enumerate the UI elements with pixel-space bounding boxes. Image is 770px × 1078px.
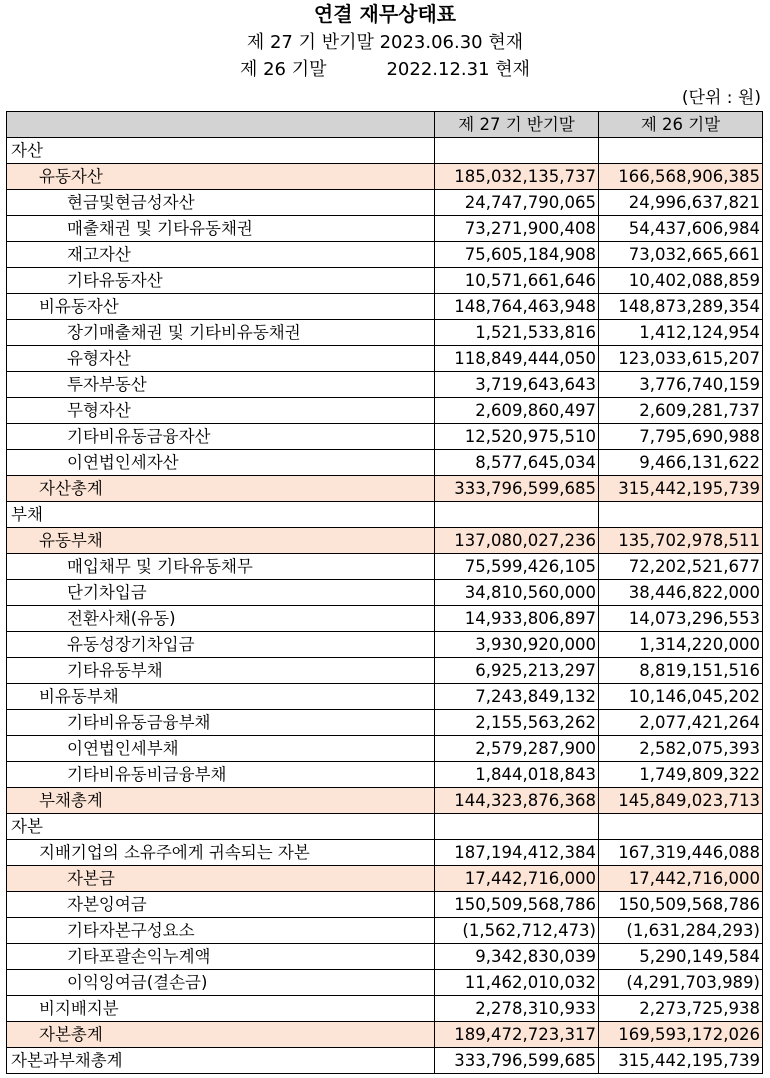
- current-period-value: 7,243,849,132: [435, 684, 599, 710]
- table-row: [7, 606, 763, 632]
- prior-period-value: 5,290,149,584: [599, 944, 763, 970]
- table-row: [7, 528, 763, 554]
- row-label: 이익잉여금(결손금): [7, 970, 435, 996]
- prior-period-value: 54,437,606,984: [599, 216, 763, 242]
- table-row: [7, 814, 763, 840]
- current-period-value: 185,032,135,737: [435, 164, 599, 190]
- row-label: 매입채무 및 기타유동채무: [7, 554, 435, 580]
- current-period-value: 1,521,533,816: [435, 320, 599, 346]
- row-label: 유동자산: [7, 164, 435, 190]
- row-label: 재고자산: [7, 242, 435, 268]
- current-period-value: 3,930,920,000: [435, 632, 599, 658]
- current-period-value: 10,571,661,646: [435, 268, 599, 294]
- table-row: [7, 320, 763, 346]
- table-row: [7, 1022, 763, 1048]
- row-label: 투자부동산: [7, 372, 435, 398]
- current-period-value: 75,599,426,105: [435, 554, 599, 580]
- prior-period-value: 148,873,289,354: [599, 294, 763, 320]
- row-label: 자본금: [7, 866, 435, 892]
- prior-period-value: 123,033,615,207: [599, 346, 763, 372]
- column-header-current: 제 27 기 반기말: [435, 112, 599, 138]
- table-row: [7, 138, 763, 164]
- prior-period-value: 24,996,637,821: [599, 190, 763, 216]
- row-label: 유동부채: [7, 528, 435, 554]
- row-label: 지배기업의 소유주에게 귀속되는 자본: [7, 840, 435, 866]
- table-row: [7, 216, 763, 242]
- table-row: [7, 164, 763, 190]
- table-row: [7, 502, 763, 528]
- current-period-value: 118,849,444,050: [435, 346, 599, 372]
- period-prior-label: 제 26 기말: [239, 59, 327, 80]
- prior-period-value: 2,273,725,938: [599, 996, 763, 1022]
- table-row: [7, 684, 763, 710]
- table-row: [7, 788, 763, 814]
- table-row: [7, 736, 763, 762]
- table-row: [7, 450, 763, 476]
- page-title: 연결 재무상태표: [313, 2, 457, 26]
- row-label: 기타자본구성요소: [7, 918, 435, 944]
- current-period-value: [435, 502, 599, 528]
- prior-period-value: 150,509,568,786: [599, 892, 763, 918]
- current-period-value: 11,462,010,032: [435, 970, 599, 996]
- current-period-value: 2,609,860,497: [435, 398, 599, 424]
- current-period-value: 1,844,018,843: [435, 762, 599, 788]
- table-row: [7, 372, 763, 398]
- row-label: 장기매출채권 및 기타비유동채권: [7, 320, 435, 346]
- prior-period-value: 17,442,716,000: [599, 866, 763, 892]
- current-period-value: 75,605,184,908: [435, 242, 599, 268]
- current-period-value: [435, 138, 599, 164]
- current-period-value: 73,271,900,408: [435, 216, 599, 242]
- row-label: 비유동자산: [7, 294, 435, 320]
- period-prior-date: 2022.12.31 현재: [386, 59, 531, 80]
- row-label: 부채총계: [7, 788, 435, 814]
- row-label: 자본: [7, 814, 435, 840]
- prior-period-value: 1,314,220,000: [599, 632, 763, 658]
- row-label: 자본과부채총계: [7, 1048, 435, 1074]
- row-label: 기타비유동금융자산: [7, 424, 435, 450]
- table-row: [7, 190, 763, 216]
- current-period-value: 17,442,716,000: [435, 866, 599, 892]
- row-label: 무형자산: [7, 398, 435, 424]
- current-period-value: 333,796,599,685: [435, 476, 599, 502]
- table-row: [7, 944, 763, 970]
- table-row: [7, 398, 763, 424]
- row-label: 전환사채(유동): [7, 606, 435, 632]
- row-label: 매출채권 및 기타유동채권: [7, 216, 435, 242]
- table-header-row: [7, 112, 763, 138]
- table-row: [7, 996, 763, 1022]
- prior-period-value: 1,412,124,954: [599, 320, 763, 346]
- row-label: 자산총계: [7, 476, 435, 502]
- row-label: 유형자산: [7, 346, 435, 372]
- row-label: 이연법인세부채: [7, 736, 435, 762]
- current-period-value: 2,579,287,900: [435, 736, 599, 762]
- current-period-value: 12,520,975,510: [435, 424, 599, 450]
- prior-period-value: 9,466,131,622: [599, 450, 763, 476]
- row-label: 이연법인세자산: [7, 450, 435, 476]
- prior-period-value: 3,776,740,159: [599, 372, 763, 398]
- prior-period-value: 2,582,075,393: [599, 736, 763, 762]
- row-label: 자본잉여금: [7, 892, 435, 918]
- current-period-value: 2,278,310,933: [435, 996, 599, 1022]
- current-period-value: 187,194,412,384: [435, 840, 599, 866]
- current-period-value: 150,509,568,786: [435, 892, 599, 918]
- prior-period-value: 72,202,521,677: [599, 554, 763, 580]
- row-label: 유동성장기차입금: [7, 632, 435, 658]
- table-row: [7, 710, 763, 736]
- prior-period-value: 166,568,906,385: [599, 164, 763, 190]
- table-row: [7, 268, 763, 294]
- row-label: 현금및현금성자산: [7, 190, 435, 216]
- period-current: 제 27 기 반기말 2023.06.30 현재: [246, 32, 524, 53]
- table-row: [7, 424, 763, 450]
- current-period-value: 189,472,723,317: [435, 1022, 599, 1048]
- table-row: [7, 294, 763, 320]
- row-label: 기타유동부채: [7, 658, 435, 684]
- prior-period-value: 38,446,822,000: [599, 580, 763, 606]
- prior-period-value: 1,749,809,322: [599, 762, 763, 788]
- current-period-value: [435, 814, 599, 840]
- row-label: 단기차입금: [7, 580, 435, 606]
- prior-period-value: 135,702,978,511: [599, 528, 763, 554]
- current-period-value: 14,933,806,897: [435, 606, 599, 632]
- row-label: 부채: [7, 502, 435, 528]
- row-label: 자산: [7, 138, 435, 164]
- prior-period-value: 73,032,665,661: [599, 242, 763, 268]
- row-label: 기타포괄손익누계액: [7, 944, 435, 970]
- prior-period-value: [599, 502, 763, 528]
- prior-period-value: 2,609,281,737: [599, 398, 763, 424]
- prior-period-value: 10,146,045,202: [599, 684, 763, 710]
- row-label: 비지배지분: [7, 996, 435, 1022]
- table-row: [7, 866, 763, 892]
- current-period-value: 3,719,643,643: [435, 372, 599, 398]
- current-period-value: 137,080,027,236: [435, 528, 599, 554]
- table-row: [7, 892, 763, 918]
- row-label: 비유동부채: [7, 684, 435, 710]
- row-label: 자본총계: [7, 1022, 435, 1048]
- table-row: [7, 1048, 763, 1074]
- prior-period-value: [599, 814, 763, 840]
- current-period-value: 2,155,563,262: [435, 710, 599, 736]
- table-row: [7, 970, 763, 996]
- table-row: [7, 840, 763, 866]
- current-period-value: (1,562,712,473): [435, 918, 599, 944]
- table-row: [7, 658, 763, 684]
- prior-period-value: 10,402,088,859: [599, 268, 763, 294]
- table-row: [7, 242, 763, 268]
- current-period-value: 24,747,790,065: [435, 190, 599, 216]
- prior-period-value: 14,073,296,553: [599, 606, 763, 632]
- table-row: [7, 762, 763, 788]
- current-period-value: 6,925,213,297: [435, 658, 599, 684]
- table-row: [7, 580, 763, 606]
- column-header-prior: 제 26 기말: [599, 112, 763, 138]
- row-label: 기타유동자산: [7, 268, 435, 294]
- current-period-value: 8,577,645,034: [435, 450, 599, 476]
- current-period-value: 34,810,560,000: [435, 580, 599, 606]
- table-row: [7, 476, 763, 502]
- table-row: [7, 632, 763, 658]
- current-period-value: 9,342,830,039: [435, 944, 599, 970]
- table-row: [7, 554, 763, 580]
- prior-period-value: 7,795,690,988: [599, 424, 763, 450]
- prior-period-value: (4,291,703,989): [599, 970, 763, 996]
- column-header-item: [7, 112, 435, 138]
- balance-sheet-table: [6, 111, 763, 1074]
- prior-period-value: 145,849,023,713: [599, 788, 763, 814]
- prior-period-value: 167,319,446,088: [599, 840, 763, 866]
- prior-period-value: 8,819,151,516: [599, 658, 763, 684]
- prior-period-value: (1,631,284,293): [599, 918, 763, 944]
- prior-period-value: 169,593,172,026: [599, 1022, 763, 1048]
- current-period-value: 144,323,876,368: [435, 788, 599, 814]
- unit-label: (단위 : 원): [681, 88, 761, 108]
- period-prior: [0, 57, 770, 83]
- current-period-value: 333,796,599,685: [435, 1048, 599, 1074]
- row-label: 기타비유동비금융부채: [7, 762, 435, 788]
- prior-period-value: 315,442,195,739: [599, 476, 763, 502]
- table-body: [7, 138, 763, 1074]
- prior-period-value: 315,442,195,739: [599, 1048, 763, 1074]
- prior-period-value: 2,077,421,264: [599, 710, 763, 736]
- current-period-value: 148,764,463,948: [435, 294, 599, 320]
- prior-period-value: [599, 138, 763, 164]
- table-row: [7, 918, 763, 944]
- row-label: 기타비유동금융부채: [7, 710, 435, 736]
- table-row: [7, 346, 763, 372]
